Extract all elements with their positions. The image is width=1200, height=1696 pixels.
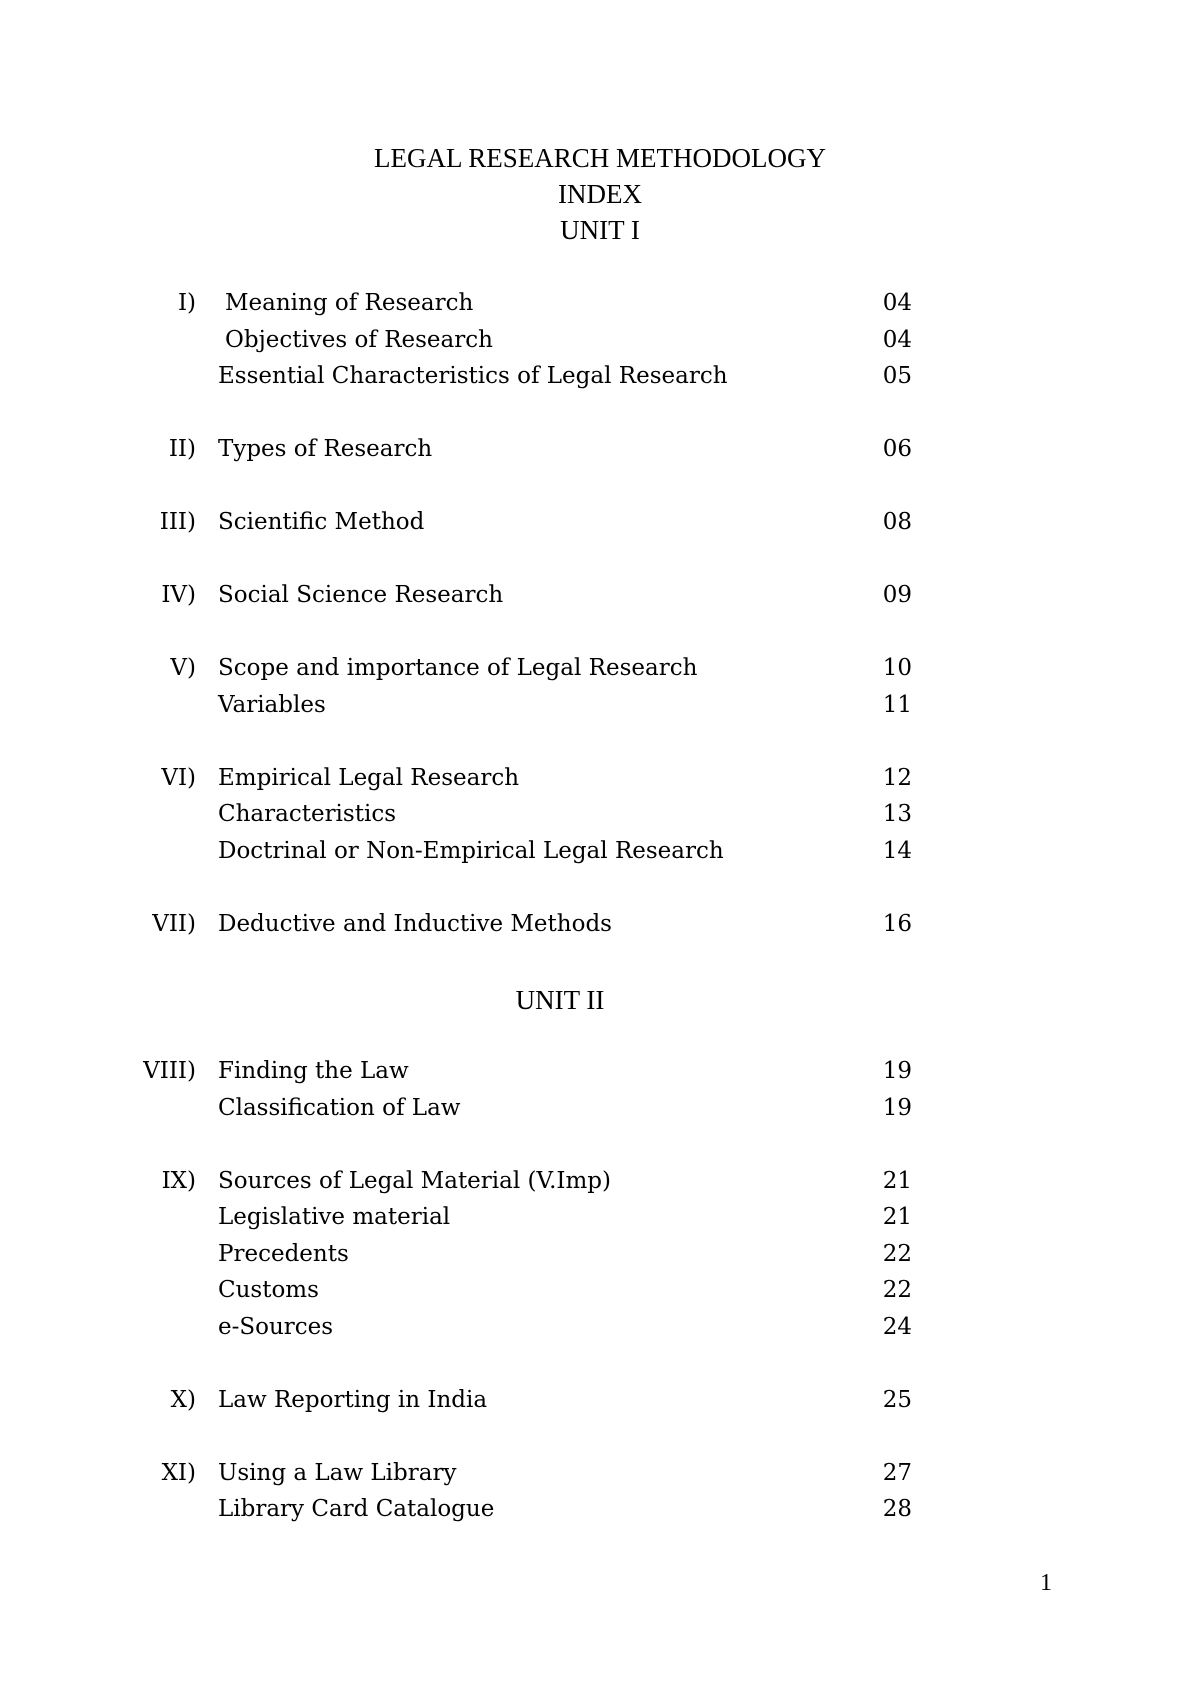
toc-spacer [0,1350,1200,1387]
toc-entry-title: Finding the Law [218,1058,409,1084]
toc-entry [0,1241,1200,1278]
toc-entry-page: 08 [882,509,912,535]
toc-entry-number: VI) [161,764,196,791]
toc-entry [0,582,1200,619]
toc-entry-page: 11 [882,691,912,718]
toc-entry [0,911,1200,948]
toc-entry [0,363,1200,400]
unit-one-heading: UNIT I [560,215,640,245]
document-header [0,140,1200,248]
toc-entry-page: 28 [882,1496,912,1522]
toc-entry-number: VIII) [143,1058,196,1084]
toc-spacer [0,1423,1200,1460]
toc-spacer [0,473,1200,510]
toc-entry-number: V) [170,655,196,681]
toc-entry [0,655,1200,692]
index-heading: INDEX [558,179,642,209]
toc-entry-page: 10 [882,655,912,681]
toc-entry-title: Characteristics [218,801,397,827]
toc-entry [0,765,1200,802]
toc-entry-page: 21 [882,1204,912,1230]
toc-entry-number: IV) [161,582,196,608]
toc-entry-page: 16 [882,910,912,937]
toc-entry-title: Classification of Law [218,1094,461,1121]
toc-entry [0,1460,1200,1497]
toc-entry-page: 14 [882,837,912,864]
toc-entry-page: 09 [882,582,912,608]
toc-spacer [0,728,1200,765]
toc-spacer [0,1131,1200,1168]
toc-entry-page: 19 [882,1094,912,1121]
toc-entry-number: I) [177,290,196,316]
toc-unit-two [0,1058,1200,1533]
toc-entry-title: Meaning of Research [225,290,474,316]
toc-entry-title: Essential Characteristics of Legal Research [218,363,728,389]
toc-entry-title: Using a Law Library [218,1459,457,1486]
toc-entry-title: Scientific Method [218,509,425,535]
toc-entry-page: 12 [882,764,912,791]
toc-entry-page: 13 [882,801,912,827]
toc-entry-page: 22 [882,1240,912,1267]
toc-entry-title: Library Card Catalogue [218,1496,495,1522]
toc-entry-title: Sources of Legal Material (V.Imp) [218,1167,611,1194]
toc-entry-page: 24 [882,1313,912,1340]
toc-entry [0,1496,1200,1533]
toc-entry [0,1095,1200,1132]
page-number: 1 [1040,1570,1052,1596]
toc-entry [0,290,1200,327]
toc-spacer [0,546,1200,583]
toc-entry [0,1168,1200,1205]
toc-entry-number: II) [168,436,196,462]
toc-entry-page: 04 [882,326,912,353]
toc-entry [0,1314,1200,1351]
toc-entry [0,1387,1200,1424]
toc-entry-title: Empirical Legal Research [218,764,520,791]
toc-entry-title: Deductive and Inductive Methods [218,910,612,937]
toc-entry-page: 04 [882,290,912,316]
toc-spacer [0,400,1200,437]
toc-entry-number: III) [159,509,196,535]
toc-entry-page: 25 [882,1386,912,1413]
toc-entry [0,692,1200,729]
toc-spacer [0,874,1200,911]
toc-entry [0,1277,1200,1314]
toc-entry [0,436,1200,473]
toc-entry [0,327,1200,364]
toc-entry-title: Doctrinal or Non-Empirical Legal Research [218,837,724,864]
unit-two-heading: UNIT II [515,985,605,1015]
toc-entry-number: XI) [161,1459,196,1486]
document-title: LEGAL RESEARCH METHODOLOGY [374,143,826,173]
toc-entry-number: VII) [152,910,196,937]
toc-entry-page: 22 [882,1277,912,1303]
toc-entry-title: Precedents [218,1240,349,1267]
toc-entry-title: e-Sources [218,1313,334,1340]
toc-entry [0,1058,1200,1095]
toc-entry-page: 19 [882,1058,912,1084]
toc-entry-title: Customs [218,1277,319,1303]
toc-entry-page: 21 [882,1167,912,1194]
toc-spacer [0,619,1200,656]
toc-entry-page: 06 [882,436,912,462]
toc-entry [0,838,1200,875]
toc-entry-title: Variables [218,691,326,718]
toc-entry-number: IX) [161,1167,196,1194]
toc-entry-title: Objectives of Research [225,326,493,353]
toc-entry-title: Legislative material [218,1204,451,1230]
toc-entry [0,509,1200,546]
toc-entry [0,801,1200,838]
toc-entry-title: Scope and importance of Legal Research [218,655,698,681]
toc-entry-number: X) [170,1386,196,1413]
toc-entry-title: Social Science Research [218,582,504,608]
toc-entry [0,1204,1200,1241]
toc-unit-one [0,290,1200,947]
toc-entry-page: 05 [882,363,912,389]
toc-entry-title: Law Reporting in India [218,1386,488,1413]
toc-entry-title: Types of Research [218,436,433,462]
toc-entry-page: 27 [882,1459,912,1486]
